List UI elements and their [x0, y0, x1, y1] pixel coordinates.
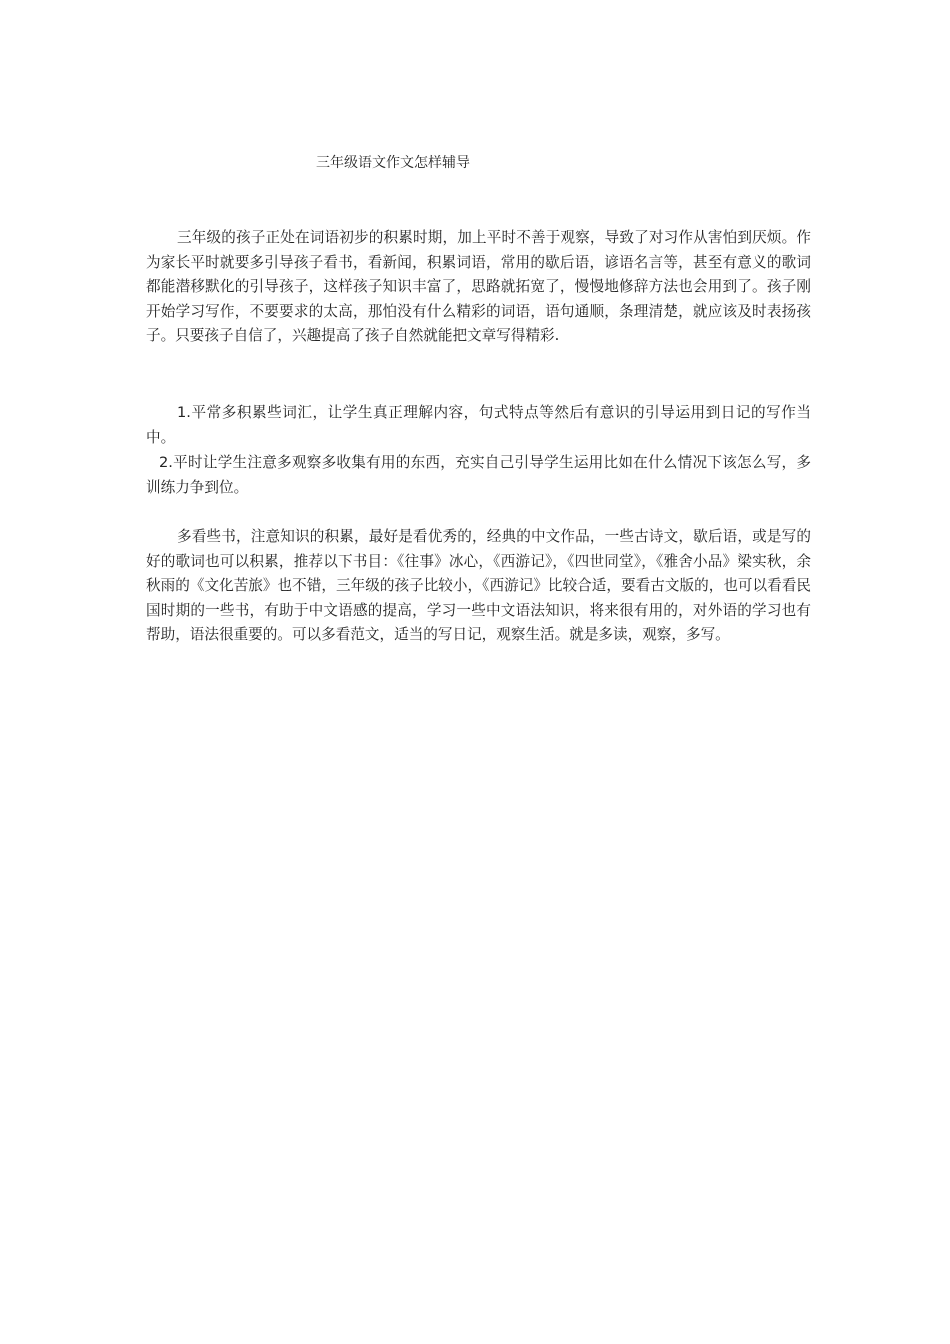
document-title: 三年级语文作文怎样辅导 [316, 155, 470, 171]
list-item [146, 401, 811, 450]
list-item [146, 451, 811, 500]
reading-advice-paragraph: 多看些书，注意知识的积累，最好是看优秀的，经典的中文作品，一些古诗文，歇后语，或是写的好的歌词也可以积累，推荐以下书目：《往事》冰心，《西游记》，《四世同堂》，《雅舍小品》梁实秋，余秋雨的《文化苦旅》也不错，三年级的孩子比较小，《西游记》比较合适，要看古文版的，也可以看看民国时期的一些书，有助于中文语感的提高，学习一些中文语法知识，将来很有用的，对外语的学习也有帮助，语法很重要的。可以多看范文，适当的写日记，观察生活。就是多读，观察，多写。 [146, 528, 811, 644]
list-item-number: 2. [159, 454, 173, 471]
list-item-text: 平时让学生注意多观察多收集有用的东西，充实自己引导学生运用比如在什么情况下该怎么写，多训练力争到位。 [146, 454, 811, 496]
list-item-number: 1. [177, 404, 191, 421]
intro-paragraph: 三年级的孩子正处在词语初步的积累时期，加上平时不善于观察，导致了对习作从害怕到厌烦。作为家长平时就要多引导孩子看书，看新闻，积累词语，常用的歇后语，谚语名言等，甚至有意义的歌词都能潜移默化的引导孩子，这样孩子知识丰富了，思路就拓宽了，慢慢地修辞方法也会用到了。孩子刚开始学习写作，不要要求的太高，那怕没有什么精彩的词语，语句通顺，条理清楚，就应该及时表扬孩子。只要孩子自信了，兴趣提高了孩子自然就能把文章写得精彩. [146, 229, 811, 345]
list-item-text: 平常多积累些词汇，让学生真正理解内容，句式特点等然后有意识的引导运用到日记的写作当中。 [146, 404, 811, 446]
